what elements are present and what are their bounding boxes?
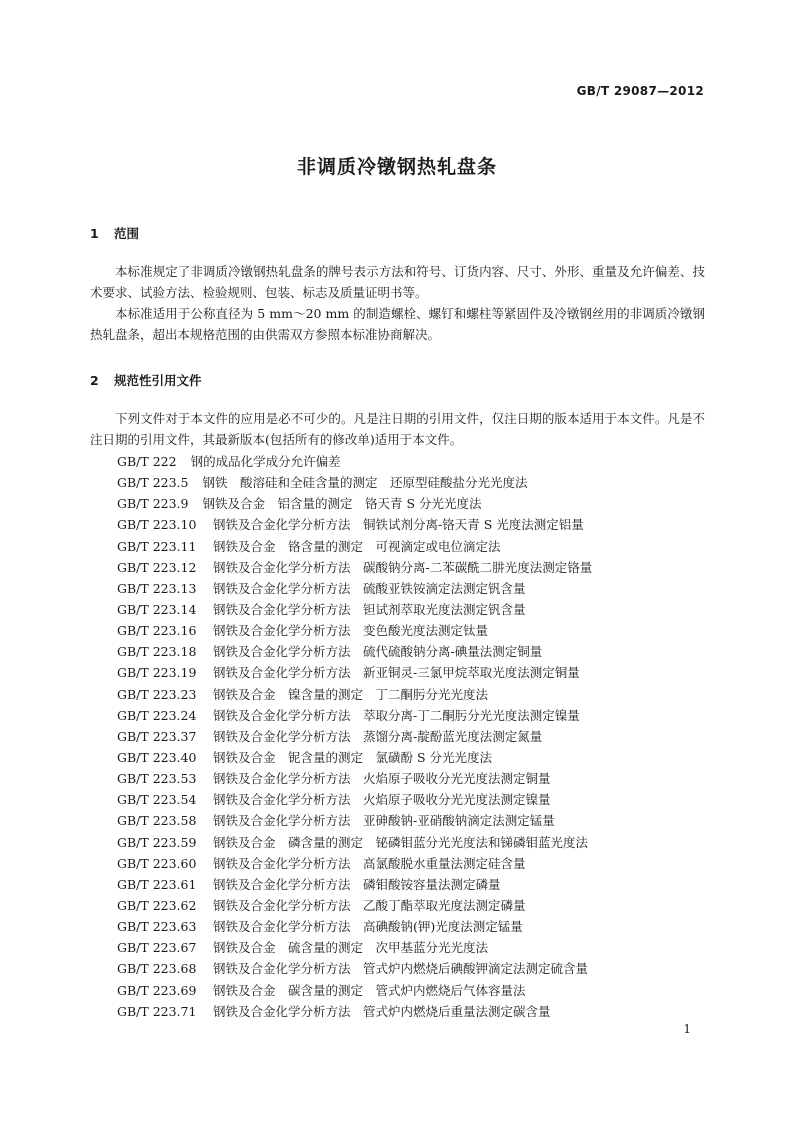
reference-code: GB/T 223.5 (117, 475, 189, 491)
reference-item (117, 937, 592, 958)
reference-item (117, 578, 592, 599)
reference-title: 钢铁及合金 硫含量的测定 次甲基蓝分光光度法 (213, 940, 489, 956)
reference-title: 钢铁及合金化学分析方法 铜铁试剂分离-铬天青 S 光度法测定铝量 (213, 517, 584, 533)
reference-item (117, 980, 592, 1001)
reference-list (117, 451, 592, 1022)
reference-code: GB/T 223.54 (117, 792, 197, 808)
reference-title: 钢铁及合金化学分析方法 萃取分离-丁二酮肟分光光度法测定镍量 (213, 707, 580, 723)
reference-title: 钢铁及合金 铬含量的测定 可视滴定或电位滴定法 (213, 538, 501, 554)
reference-title: 钢铁及合金化学分析方法 火焰原子吸收分光光度法测定铜量 (213, 771, 551, 787)
section-title: 规范性引用文件 (114, 373, 202, 388)
section-number: 1 (90, 226, 99, 241)
reference-title: 钢铁及合金化学分析方法 钽试剂萃取光度法测定钒含量 (213, 601, 526, 617)
scope-paragraph-1: 本标准规定了非调质冷镦钢热轧盘条的牌号表示方法和符号、订货内容、尺寸、外形、重量及允许偏差、技术要求、试验方法、检验规则、包装、标志及质量证明书等。 (90, 264, 705, 300)
reference-code: GB/T 223.40 (117, 749, 197, 765)
reference-title: 钢铁及合金 磷含量的测定 铋磷钼蓝分光光度法和锑磷钼蓝光度法 (213, 834, 589, 850)
reference-code: GB/T 223.13 (117, 580, 197, 596)
reference-title: 钢铁及合金 铌含量的测定 氯磺酚 S 分光光度法 (213, 749, 493, 765)
reference-title: 钢铁及合金化学分析方法 碳酸钠分离-二苯碳酰二肼光度法测定铬量 (213, 559, 593, 575)
reference-item (117, 684, 592, 705)
reference-title: 钢铁及合金化学分析方法 新亚铜灵-三氯甲烷萃取光度法测定铜量 (213, 665, 580, 681)
reference-code: GB/T 223.58 (117, 813, 197, 829)
section-title: 范围 (114, 226, 140, 241)
reference-item (117, 557, 592, 578)
reference-code: GB/T 223.53 (117, 771, 197, 787)
reference-title: 钢铁及合金 镍含量的测定 丁二酮肟分光光度法 (213, 686, 489, 702)
reference-item (117, 874, 592, 895)
reference-code: GB/T 223.11 (117, 538, 197, 554)
reference-item (117, 768, 592, 789)
reference-code: GB/T 223.37 (117, 728, 197, 744)
reference-item (117, 662, 592, 683)
reference-code: GB/T 223.62 (117, 897, 197, 913)
section-heading-normative-references (90, 371, 202, 389)
reference-title: 钢铁及合金化学分析方法 亚砷酸钠-亚硝酸钠滴定法测定锰量 (213, 813, 555, 829)
reference-code: GB/T 223.68 (117, 961, 197, 977)
reference-item (117, 958, 592, 979)
reference-title: 钢铁及合金化学分析方法 管式炉内燃烧后碘酸钾滴定法测定硫含量 (213, 961, 589, 977)
reference-code: GB/T 223.59 (117, 834, 197, 850)
reference-item (117, 810, 592, 831)
reference-item (117, 705, 592, 726)
reference-title: 钢铁及合金化学分析方法 乙酸丁酯萃取光度法测定磷量 (213, 897, 526, 913)
reference-code: GB/T 223.71 (117, 1003, 197, 1019)
reference-code: GB/T 223.10 (117, 517, 197, 533)
reference-title: 钢的成品化学成分允许偏差 (190, 454, 341, 469)
reference-item (117, 747, 592, 768)
reference-title: 钢铁 酸溶硅和全硅含量的测定 还原型硅酸盐分光光度法 (202, 475, 528, 491)
reference-code: GB/T 223.24 (117, 707, 197, 723)
references-intro-paragraph: 下列文件对于本文件的应用是必不可少的。凡是注日期的引用文件，仅注日期的版本适用于本文件。凡是不注日期的引用文件，其最新版本(包括所有的修改单)适用于本文件。 (90, 411, 705, 447)
reference-item (117, 599, 592, 620)
reference-code: GB/T 223.16 (117, 623, 197, 639)
reference-item (117, 916, 592, 937)
reference-code: GB/T 223.67 (117, 940, 197, 956)
reference-code: GB/T 223.12 (117, 559, 197, 575)
reference-title: 钢铁及合金化学分析方法 磷钼酸铵容量法测定磷量 (213, 876, 501, 892)
reference-title: 钢铁及合金 铝含量的测定 铬天青 S 分光光度法 (202, 496, 482, 512)
reference-code: GB/T 223.14 (117, 601, 197, 617)
reference-code: GB/T 222 (117, 454, 177, 469)
reference-item (117, 493, 592, 514)
reference-item (117, 789, 592, 810)
reference-item (117, 536, 592, 557)
reference-code: GB/T 223.60 (117, 855, 197, 871)
reference-code: GB/T 223.61 (117, 876, 197, 892)
document-title: 非调质冷镦钢热轧盘条 (296, 156, 497, 178)
section-number: 2 (90, 373, 99, 388)
reference-code: GB/T 223.18 (117, 644, 197, 660)
reference-item (117, 832, 592, 853)
reference-item (117, 895, 592, 916)
reference-item (117, 641, 592, 662)
reference-item (117, 451, 592, 472)
reference-code: GB/T 223.19 (117, 665, 197, 681)
section-heading-scope (90, 224, 139, 242)
reference-code: GB/T 223.63 (117, 919, 197, 935)
page-number: 1 (683, 1022, 691, 1036)
reference-title: 钢铁及合金化学分析方法 高氯酸脱水重量法测定硅含量 (213, 855, 526, 871)
reference-code: GB/T 223.69 (117, 982, 197, 998)
reference-item (117, 620, 592, 641)
reference-title: 钢铁及合金化学分析方法 管式炉内燃烧后重量法测定碳含量 (213, 1003, 551, 1019)
reference-item (117, 514, 592, 535)
reference-code: GB/T 223.9 (117, 496, 189, 512)
reference-title: 钢铁及合金化学分析方法 火焰原子吸收分光光度法测定镍量 (213, 792, 551, 808)
reference-item (117, 853, 592, 874)
reference-item (117, 726, 592, 747)
reference-title: 钢铁及合金化学分析方法 高碘酸钠(钾)光度法测定锰量 (213, 919, 523, 935)
reference-title: 钢铁及合金化学分析方法 硫酸亚铁铵滴定法测定钒含量 (213, 580, 526, 596)
reference-item (117, 472, 592, 493)
reference-item (117, 1001, 592, 1022)
reference-code: GB/T 223.23 (117, 686, 197, 702)
reference-title: 钢铁及合金化学分析方法 变色酸光度法测定钛量 (213, 623, 489, 639)
standard-code: GB/T 29087—2012 (576, 84, 704, 98)
reference-title: 钢铁及合金化学分析方法 硫代硫酸钠分离-碘量法测定铜量 (213, 644, 543, 660)
reference-title: 钢铁及合金 碳含量的测定 管式炉内燃烧后气体容量法 (213, 982, 526, 998)
reference-title: 钢铁及合金化学分析方法 蒸馏分离-靛酚蓝光度法测定氮量 (213, 728, 543, 744)
scope-paragraph-2: 本标准适用于公称直径为 5 mm～20 mm 的制造螺栓、螺钉和螺柱等紧固件及冷镦钢丝用的非调质冷镦钢热轧盘条，超出本规格范围的由供需双方参照本标准协商解决。 (90, 306, 705, 342)
